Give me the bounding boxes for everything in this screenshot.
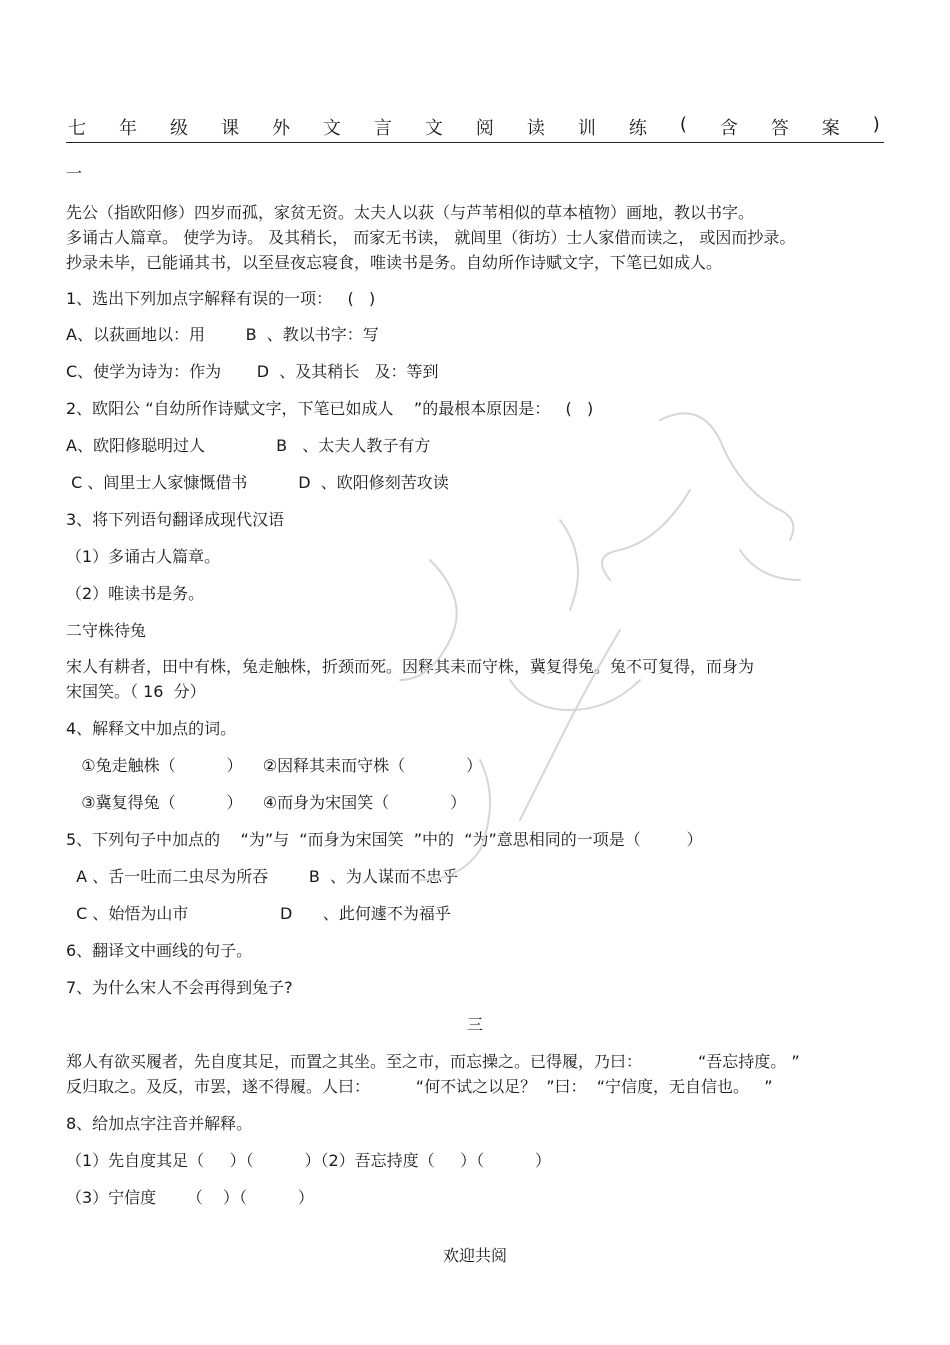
title-char: 阅 [475, 118, 494, 139]
page-footer: 欢迎共阅 [442, 1246, 507, 1265]
question-3-item: （1）多诵古人篇章。 [66, 547, 221, 566]
section-heading-1: 一 [66, 164, 83, 183]
passage-2-line: 宋国笑。（ 16 分） [66, 682, 206, 701]
question-7: 7、为什么宋人不会再得到兔子? [66, 978, 293, 997]
title-char: 练 [628, 118, 647, 139]
question-5-options: A 、舌一吐而二虫尽为所吞 B 、为人谋而不忠乎 [66, 867, 459, 886]
title-char: 答 [770, 118, 789, 139]
title-char: 案 [821, 118, 840, 139]
passage-2-line: 宋人有耕者，田中有株，兔走触株，折颈而死。因释其耒而守株，冀复得兔。兔不可复得，而身为 [66, 657, 755, 676]
title-char: 课 [220, 118, 239, 139]
question-8: 8、给加点字注音并解释。 [66, 1114, 253, 1133]
title-char: 文 [322, 118, 341, 139]
title-char: 训 [577, 118, 596, 139]
title-char: 含 [719, 118, 738, 139]
passage-1-line: 多诵古人篇章。 使学为诗。 及其稍长， 而家无书读， 就闾里（街坊）士人家借而读之， 或因而抄录。 [66, 228, 796, 247]
title-char: 级 [169, 118, 188, 139]
question-5-options: C 、始悟为山市 D 、此何遽不为福乎 [66, 904, 451, 923]
question-8-item: （3）宁信度 （ ）（ ） [66, 1188, 314, 1207]
title-char: 言 [373, 118, 392, 139]
question-4-item: ③冀复得兔（ ） ④而身为宋国笑（ ） [66, 793, 467, 812]
question-4-item: ①兔走触株（ ） ②因释其耒而守株（ ） [66, 756, 483, 775]
question-1-options: C、使学为诗为：作为 D 、及其稍长 及：等到 [66, 362, 439, 381]
title-char: 读 [526, 118, 545, 139]
question-2: 2、欧阳公 “自幼所作诗赋文字，下笔已如成人 ”的最根本原因是： ( ) [66, 399, 594, 418]
title-char: ) [872, 114, 880, 135]
title-char: 七 [68, 118, 86, 139]
passage-1-line: 抄录未毕，已能诵其书，以至昼夜忘寝食，唯读书是务。自幼所作诗赋文字，下笔已如成人。 [66, 253, 723, 272]
question-3-item: （2）唯读书是务。 [66, 584, 205, 603]
section-heading-2: 二守株待兔 [66, 621, 147, 640]
section-heading-3: 三 [466, 1015, 483, 1034]
question-4: 4、解释文中加点的词。 [66, 719, 237, 738]
question-1: 1、选出下列加点字解释有误的一项： ( ) [66, 289, 376, 308]
watermark-seal [360, 380, 840, 900]
title-underline [66, 142, 884, 143]
question-2-options: C 、闾里士人家慷慨借书 D 、欧阳修刻苦攻读 [66, 473, 449, 492]
question-1-options: A、以荻画地以：用 B 、教以书字：写 [66, 325, 379, 344]
title-char: 外 [271, 118, 290, 139]
question-5: 5、下列句子中加点的 “为”与 “而身为宋国笑 ”中的 “为”意思相同的一项是（ ） [66, 830, 703, 849]
question-3: 3、将下列语句翻译成现代汉语 [66, 510, 285, 529]
passage-3-line: 郑人有欲买履者，先自度其足，而置之其坐。至之市，而忘操之。已得履，乃曰： “吾忘持度。 ” [66, 1052, 800, 1071]
passage-3-line: 反归取之。及反，市罢，遂不得履。人曰： “何不试之以足？ ”曰： “宁信度，无自信也。 ” [66, 1077, 773, 1096]
question-8-item: （1）先自度其足（ ）（ ）（2）吾忘持度（ ）（ ） [66, 1151, 551, 1170]
passage-1-line: 先公（指欧阳修）四岁而孤，家贫无资。太夫人以荻（与芦苇相似的草本植物）画地，教以书字。 [66, 203, 755, 222]
page-title [68, 114, 880, 140]
question-6: 6、翻译文中画线的句子。 [66, 941, 253, 960]
question-2-options: A、欧阳修聪明过人 B 、太夫人教子有方 [66, 436, 431, 455]
title-char: 文 [424, 118, 443, 139]
title-char: ( [679, 114, 687, 135]
title-char: 年 [118, 118, 137, 139]
